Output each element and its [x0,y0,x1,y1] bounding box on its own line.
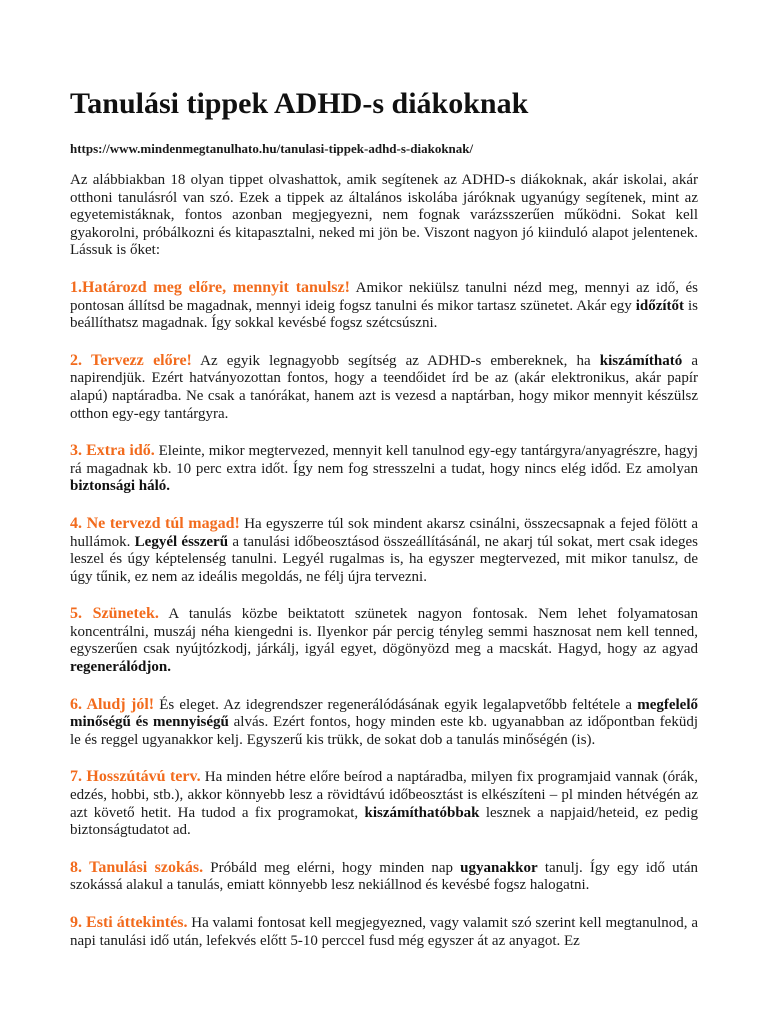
tip-emphasis: megfelelő minőségű és mennyiségű [70,696,699,731]
tip-title: 7. Hosszútávú terv. [70,768,201,786]
document-title: Tanulási tippek ADHD-s diákoknak [70,87,529,120]
tip-text: Eleinte, mikor megtervezed, mennyit kell tanulnod egy-egy tantárgyra/anyagrészre, hagyj rá magadnak kb. 10 perc extra időt. Így nem fog stresszelni a tudat, hogy nincs elég időd. Ez amolyan [70,443,698,477]
tip-emphasis: biztonsági háló. [70,478,171,495]
tip-text: a napirendjük. Ezért hatványozottan fontos, hogy a teendőidet írd be az (akár elektronikus, akár papír alapú) naptáradba. Ne csak a tanórákat, hanem azt is vezesd a naptárban, hogy mikor mennyit készülsz otthon egy-egy tantárgyra. [70,352,698,422]
tip-title: 4. Ne tervezd túl magad! [70,514,240,532]
tip-text: Amikor nekiülsz tanulni nézd meg, mennyi az idő, és pontosan állítsd be magadnak, mennyi ideig fogsz tanulni és mikor tartasz szünetet. Akár egy [70,279,698,314]
tip-emphasis: ugyanakkor [460,859,538,876]
tip-7 [70,768,698,839]
tip-text: alvás. Ezért fontos, hogy minden este kb. ugyanabban az időpontban feküdj le és reggel ugyanakkor kelj. Egyszerű kis trükk, de sokat dob a tanulás minőségén (is). [70,714,698,748]
tip-title: 9. Esti áttekintés. [70,914,188,931]
tip-text: Ha valami fontosat kell megjegyezned, vagy valamit szó szerint kell megtanulnod, a napi tanulási idő után, lefekvés előtt 5-10 perccel fusd még egyszer át az anyagot. Ez [70,915,699,949]
tip-5 [70,605,698,676]
tip-title: 2. Tervezz előre! [70,351,192,369]
tip-text: a tanulási időbeosztásod összeállításánál, ne akarj túl sokat, mert csak ideges leszel és úgy képtelenség tanulni. Legyél rugalmas is, ha egyszer megtervezed, mit mikor tanulsz, de úgy tűnik, ez nem az ideális megoldás, ne félj újra tervezni. [70,533,698,585]
tip-emphasis: Legyél ésszerű [134,533,229,550]
tip-text: Próbáld meg elérni, hogy minden nap [203,859,461,876]
tip-text: lesznek a napjaid/heteid, ez pedig biztonságtudatot ad. [70,804,699,839]
tip-4 [70,515,698,586]
tip-emphasis: kiszámíthatóbbak [364,804,480,821]
tip-emphasis: kiszámítható [599,352,683,369]
tip-text: is beállíthatsz magadnak. Így sokkal kevésbé fogsz szétcsúszni. [70,297,698,332]
tip-text: Az egyik legnagyobb segítség az ADHD-s embereknek, ha [191,352,600,369]
tip-1 [70,279,698,333]
tip-title: 8. Tanulási szokás. [70,858,204,876]
tip-text: Ha minden hétre előre beírod a naptáradba, milyen fix programjaid vannak (órák, edzés, hobbi, stb.), akkor könnyebb lesz a rövidtávú időbeosztást is elkészíteni – pl minden hétvégén az azt követő hetit. Ha tudod a fix programokat, [70,769,698,821]
tip-text: Ha egyszerre túl sok mindent akarsz csinálni, összecsapnak a fejed fölött a hullámok. [70,515,699,550]
tip-title: 5. Szünetek. [70,605,159,623]
tip-text: És eleget. Az idegrendszer regenerálódásának egyik legalapvetőbb feltétele a [154,696,638,713]
tip-8 [70,859,698,895]
tip-text: A tanulás közbe beiktatott szünetek nagyon fontosak. Nem lehet folyamatosan koncentrálni, muszáj néha kiengedni is. Ilyenkor pár percig tényleg semmi hasznosat nem kell tenned, egyszerűen csak nyújtózkodj, járkálj, igyál egyet, dögönyözd meg a macskát. Hagyd, hogy az agyad [70,606,699,658]
tip-title: 1.Határozd meg előre, mennyit tanulsz! [70,278,350,296]
tip-title: 6. Aludj jól! [70,695,155,713]
tip-title: 3. Extra idő. [70,442,155,460]
tip-3 [70,442,698,496]
intro-paragraph: Az alábbiakban 18 olyan tippet olvashattok, amik segítenek az ADHD-s diákoknak, akár iskolai, akár otthoni tanulásról van szó. Ezek a tippek az általános iskolába járóknak ugyanúgy segítenek, mint az egyetemistáknak, fontos azonban megjegyezni, nem fognak varázsszerűen működni. Sokat kell gyakorolni, próbálkozni és kitapasztalni, neked mi jön be. Viszont nagyon jó kiinduló alapot jelentenek. Lássuk is őket: [70,172,698,259]
tip-9 [70,914,698,950]
tip-6 [70,696,698,750]
tip-emphasis: időzítőt [635,297,685,314]
tip-2 [70,352,698,423]
tip-emphasis: regenerálódjon. [70,659,171,676]
source-url[interactable]: https://www.mindenmegtanulhato.hu/tanulasi-tippek-adhd-s-diakoknak/ [70,141,474,156]
tip-text: tanulj. Így egy idő után szokássá alakul a tanulás, emiatt könnyebb lesz nekiállnod és kevésbé fogsz halogatni. [70,859,698,894]
document-page [70,84,698,950]
